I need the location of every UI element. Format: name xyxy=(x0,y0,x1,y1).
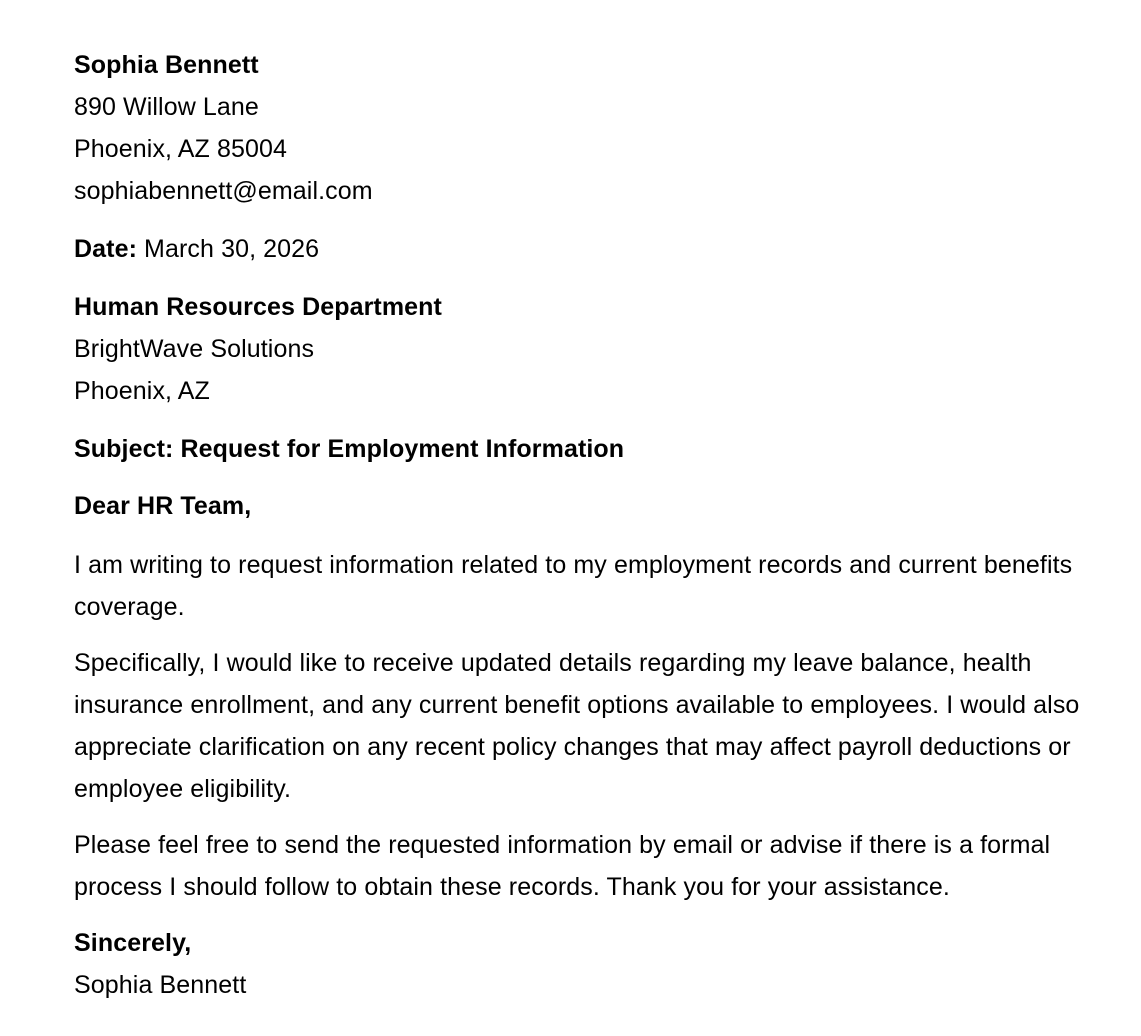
recipient-company: BrightWave Solutions xyxy=(74,335,315,363)
subject-block xyxy=(74,428,1082,470)
subject-line: Subject: Request for Employment Information xyxy=(74,435,625,463)
signature-name: Sophia Bennett xyxy=(74,971,247,999)
salutation: Dear HR Team, xyxy=(74,492,252,520)
body-paragraph-2: Specifically, I would like to receive updated details regarding my leave balance, health insurance enrollment, and any current benefit options available to employees. I would also appreciate clarification on any recent policy changes that may affect payroll deductions or employee eligibility. xyxy=(74,649,1080,803)
body-paragraph-3: Please feel free to send the requested information by email or advise if there is a formal process I should follow to obtain these records. Thank you for your assistance. xyxy=(74,831,1051,901)
date-line xyxy=(74,228,1082,270)
body-paragraph-1: I am writing to request information related to my employment records and current benefits coverage. xyxy=(74,551,1073,621)
date-label: Date: xyxy=(74,235,138,263)
sender-email: sophiabennett@email.com xyxy=(74,177,373,205)
sender-address-block xyxy=(74,44,1082,212)
date-block xyxy=(74,228,1082,270)
recipient-location: Phoenix, AZ xyxy=(74,377,210,405)
sender-street: 890 Willow Lane xyxy=(74,93,259,121)
valediction: Sincerely, xyxy=(74,929,192,957)
recipient-department: Human Resources Department xyxy=(74,293,442,321)
sender-city-state-zip: Phoenix, AZ 85004 xyxy=(74,135,287,163)
recipient-address-block xyxy=(74,286,1082,412)
salutation-block xyxy=(74,485,1082,527)
sender-name: Sophia Bennett xyxy=(74,51,259,79)
closing-block xyxy=(74,922,1082,1006)
date-value: March 30, 2026 xyxy=(137,235,320,263)
body-block xyxy=(74,544,1082,908)
